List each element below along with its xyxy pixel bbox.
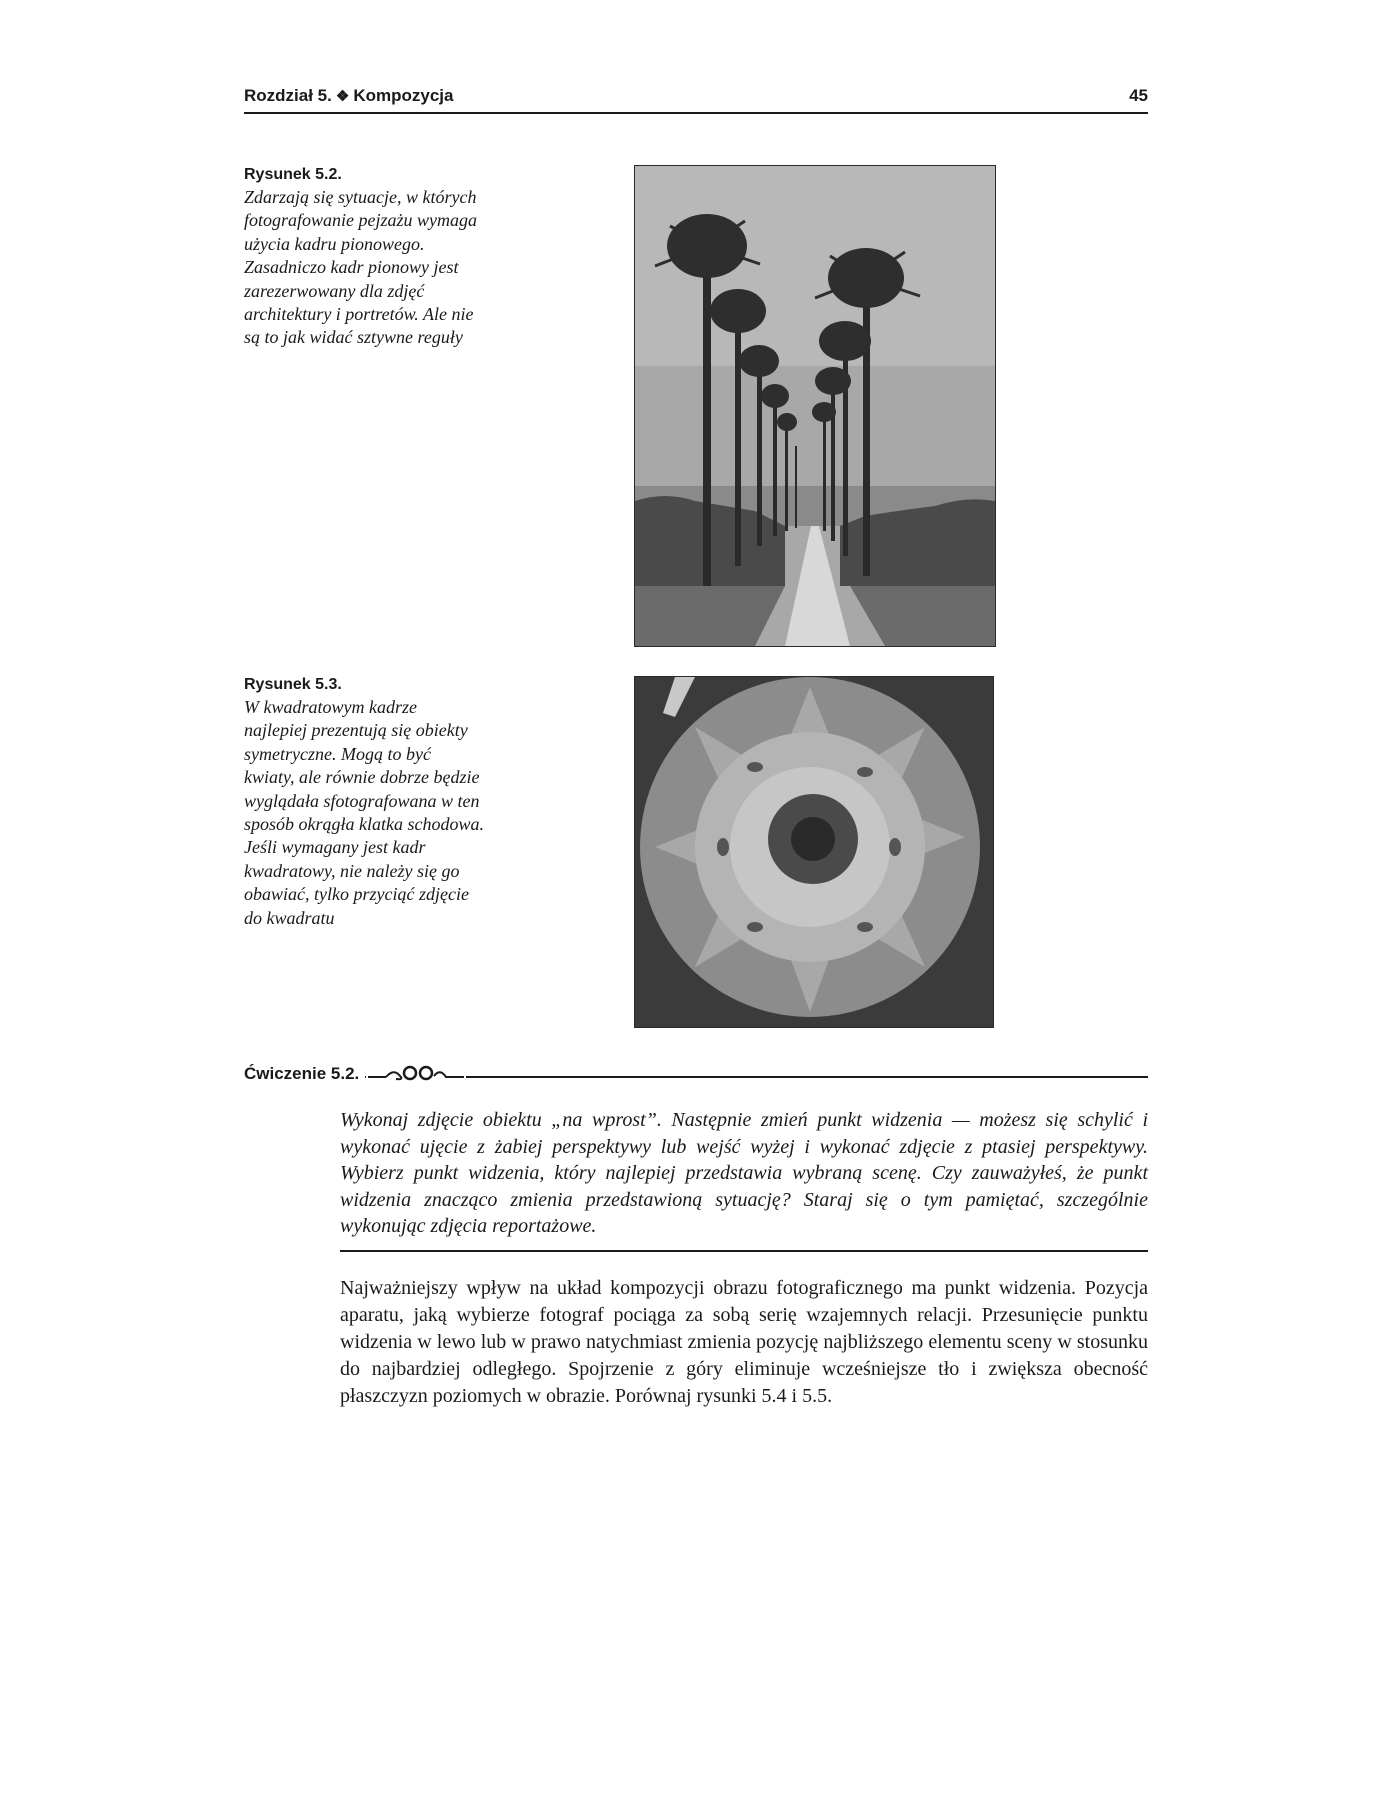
figure-caption-text: W kwadratowym kadrze najlepiej prezentują się obiekty symetryczne. Mogą to być kwiaty, ale równie dobrze będzie wyglądała sfotografowana w ten sposób okrągła klatka schodowa. Jeśli wymagany jest kadr kwadratowy, nie należy się go obawiać, tylko przyciąć zdjęcie do kwadratu — [244, 697, 484, 928]
diamond-ornament-icon: ❖ — [335, 88, 350, 105]
figure-label: Rysunek 5.2. — [244, 166, 342, 183]
palm-tree-avenue-image — [635, 166, 995, 646]
chapter-heading — [244, 86, 453, 106]
page-number: 45 — [1129, 86, 1148, 105]
figure-caption-5-2 — [244, 164, 484, 350]
exercise-heading — [244, 1062, 1148, 1086]
figure-caption-5-3 — [244, 674, 484, 930]
figure-label: Rysunek 5.3. — [244, 676, 342, 693]
dahlia-flower-photo — [634, 676, 994, 1028]
exercise-label: Ćwiczenie 5.2. — [244, 1064, 365, 1084]
exercise-bottom-rule — [340, 1250, 1148, 1252]
flourish-ornament-icon — [366, 1062, 466, 1084]
body-paragraph: Najważniejszy wpływ na układ kompozycji obrazu fotograficznego ma punkt widzenia. Pozycja aparatu, jaką wybierze fotograf pociąga za sobą serię wzajemnych relacji. Przesunięcie punktu widzenia w lewo lub w prawo natychmiast zmienia pozycję najbliższego elementu sceny w stosunku do najbardziej odległego. Spojrzenie z góry eliminuje wcześniejsze tło i zwiększa obecność płaszczyzn poziomych w obrazie. Porównaj rysunki 5.4 i 5.5. — [340, 1277, 1148, 1407]
dahlia-flower-image — [635, 677, 993, 1027]
figure-caption-text: Zdarzają się sytuacje, w których fotografowanie pejzażu wymaga użycia kadru pionowego. Zasadniczo kadr pionowy jest zarezerwowany dla zdjęć architektury i portretów. Ale nie są to jak widać sztywne reguły — [244, 187, 477, 348]
chapter-title: Kompozycja — [353, 86, 454, 105]
exercise-text: Wykonaj zdjęcie obiektu „na wprost”. Następnie zmień punkt widzenia — możesz się schylić i wykonać ujęcie z żabiej perspektywy lub wejść wyżej i wykonać zdjęcie z ptasiej perspektywy. Wybierz punkt widzenia, który najlepiej przedstawia wybraną scenę. Czy zauważyłeś, że punkt widzenia znacząco zmienia przedstawioną sytuację? Staraj się o tym pamiętać, szczególnie wykonując zdjęcia reportażowe. — [340, 1109, 1148, 1237]
chapter-number: Rozdział 5. — [244, 86, 332, 105]
palm-tree-avenue-photo — [634, 165, 996, 647]
running-header — [244, 84, 1148, 114]
